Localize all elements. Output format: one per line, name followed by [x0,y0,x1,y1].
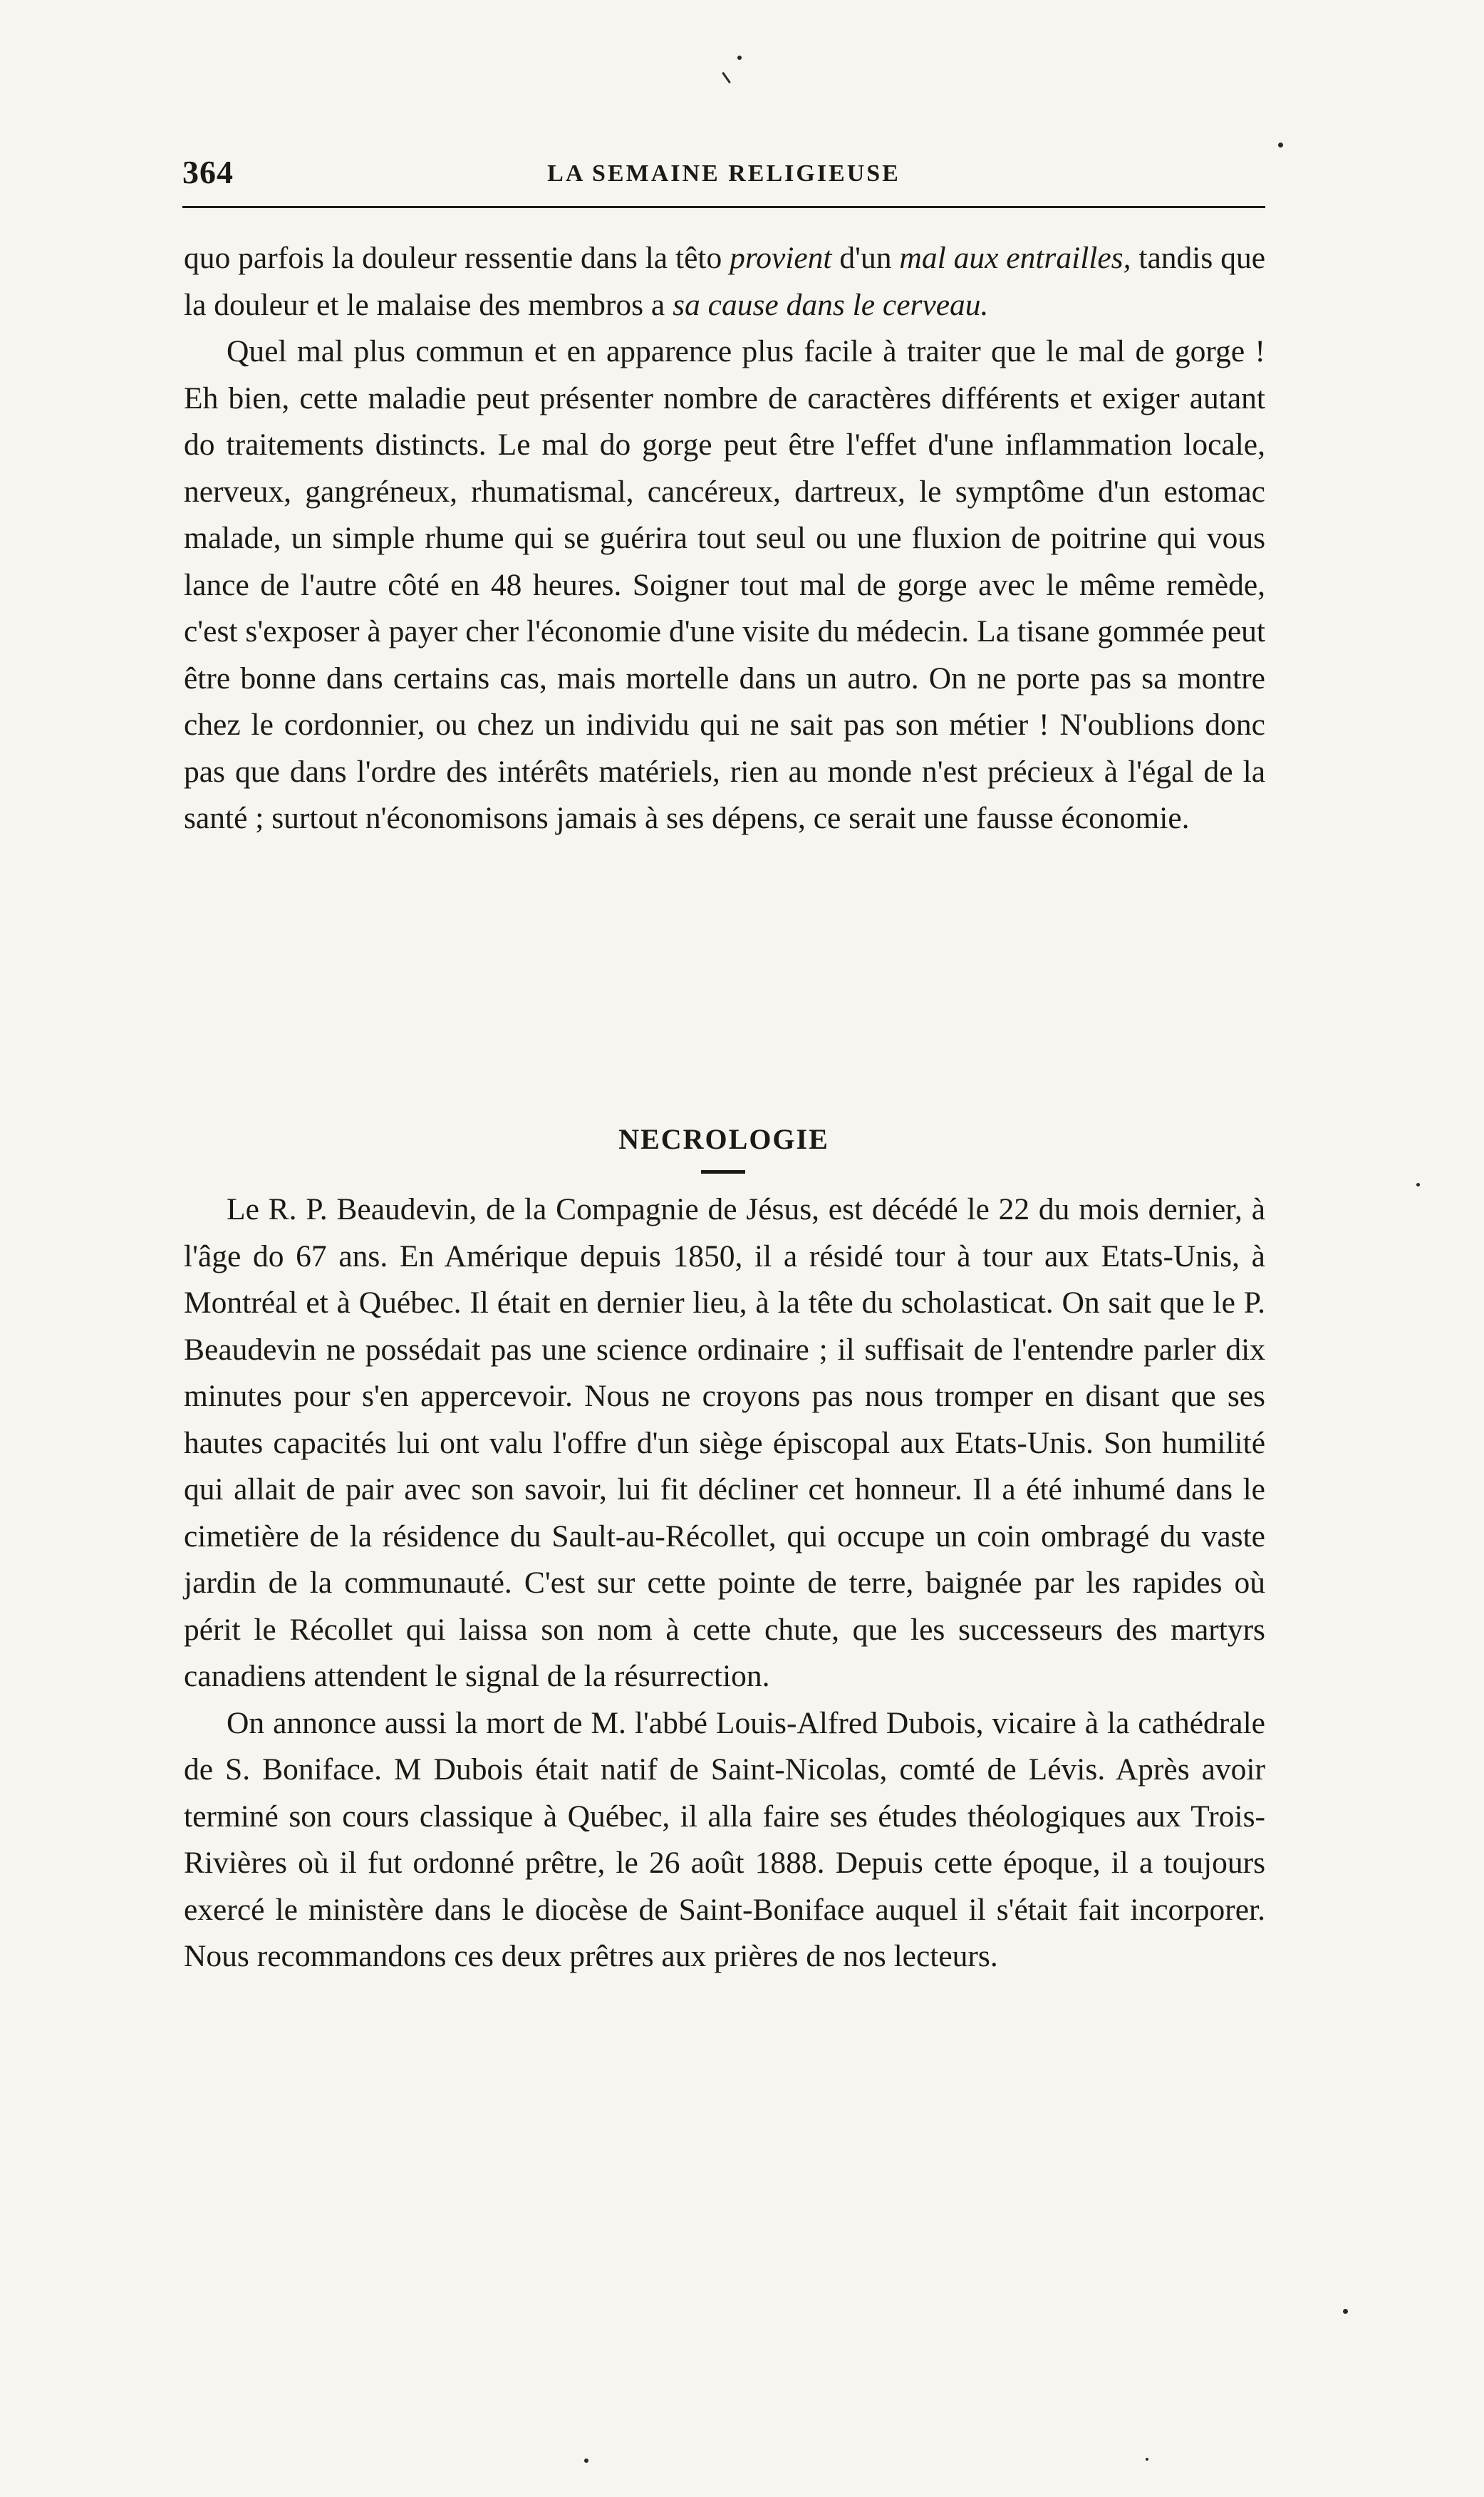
scan-speck [1416,1183,1420,1187]
page-number: 364 [182,154,234,190]
emphasis-text: mal aux entrailles, [899,241,1131,275]
header-rule [182,206,1265,208]
paragraph-sore-throat: Quel mal plus commun et en apparence plus facile à traiter que le mal de gorge ! Eh bien, cette maladie peut présenter nombre de caractères différents et exiger autant do traitements distincts. Le mal do gorge peut être l'effet d'une inflammation locale, nerveux, gangréneux, rhumatismal, cancéreux, dartreux, le symptôme d'un estomac malade, un simple rhume qui se guérira tout seul ou une fluxion de poitrine qui vous lance de l'autre côté en 48 heures. Soigner tout mal de gorge avec le même remède, c'est s'exposer à payer cher l'économie d'une visite du médecin. La tisane gommée peut être bonne dans certains cas, mais mortelle dans un autro. On ne porte pas sa montre chez le cordonnier, ou chez un individu qui ne sait pas son métier ! N'oublions donc pas que dans l'ordre des intérêts matériels, rien au monde n'est précieux à l'égal de la santé ; surtout n'économisons jamais à ses dépens, ce serait une fausse économie. [184,334,1265,835]
scan-speck [584,2459,588,2463]
paragraph-beaudevin: Le R. P. Beaudevin, de la Compagnie de Jésus, est décédé le 22 du mois dernier, à l'âge do 67 ans. En Amérique depuis 1850, il a résidé tour à tour aux Etats-Unis, à Montréal et à Québec. Il était en dernier lieu, à la tête du scholasticat. On sait que le P. Beaudevin ne possédait pas une science ordinaire ; il suffisait de l'entendre parler dix minutes pour s'en appercevoir. Nous ne croyons pas nous tromper en disant que ses hautes capacités lui ont valu l'offre d'un siège épiscopal aux Etats-Unis. Son humilité qui allait de pair avec son savoir, lui fit décliner cet honneur. Il a été inhumé dans le cimetière de la résidence du Sault-au-Récollet, qui occupe un coin ombragé du vaste jardin de la communauté. C'est sur cette pointe de terre, baignée par les rapides où périt le Récollet qui laissa son nom à cette chute, que les successeurs des martyrs canadiens attendent le signal de la résurrection. [184,1192,1265,1693]
paragraph-continued [184,235,1265,329]
necrology-section [184,1187,1265,1980]
scan-speck [1343,2309,1348,2314]
emphasis-text: sa cause dans le cerveau. [673,287,989,322]
scan-speck [737,56,742,60]
paragraph-text: tandis que la douleur et le malaise des membros a [184,241,1266,322]
running-title: LA SEMAINE RELIGIEUSE [547,160,901,187]
section-title-necrologie: NECROLOGIE [618,1123,829,1155]
scan-speck [1146,2458,1148,2461]
scan-speck [1278,143,1283,148]
page-header [182,153,1265,203]
paragraph-text: quo parfois la douleur ressentie dans la têto [184,241,730,275]
paragraph-text: d'un [831,241,900,275]
article-continuation [184,235,1265,842]
scan-speck [722,72,731,83]
emphasis-text: provient [730,241,832,275]
title-dash [701,1170,745,1174]
paragraph-dubois: On annonce aussi la mort de M. l'abbé Louis-Alfred Dubois, vicaire à la cathédrale de S. Boniface. M Dubois était natif de Saint-Nicolas, comté de Lévis. Après avoir terminé son cours classique à Québec, il alla faire ses études théologiques aux Trois-Rivières où il fut ordonné prêtre, le 26 août 1888. Depuis cette époque, il a toujours exercé le ministère dans le diocèse de Saint-Boniface auquel il s'était fait incorporer. Nous recommandons ces deux prêtres aux prières de nos lecteurs. [184,1705,1265,1973]
